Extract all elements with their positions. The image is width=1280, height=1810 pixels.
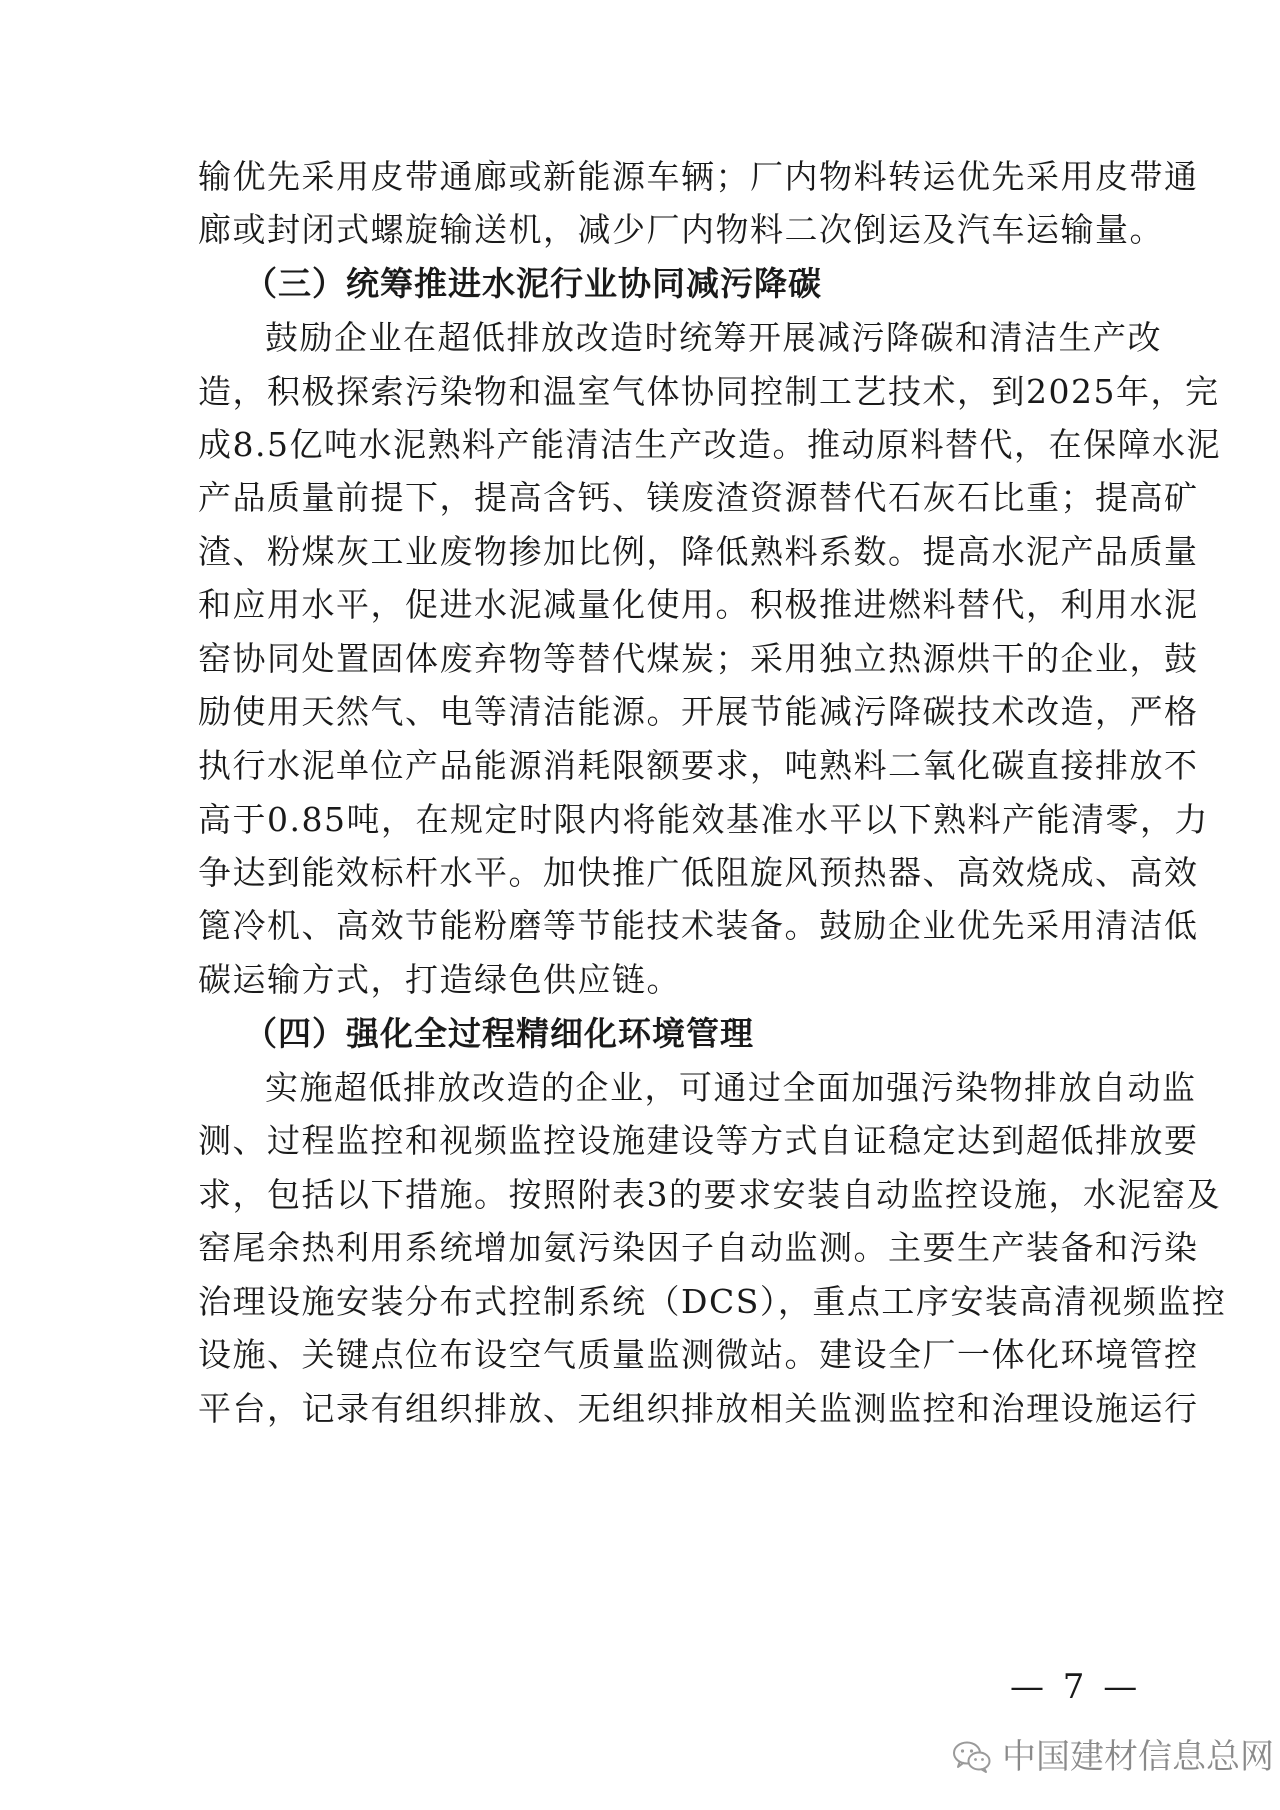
paragraph-line: 成8.5亿吨水泥熟料产能清洁生产改造。推动原料替代，在保障水泥	[198, 425, 1221, 464]
page-number: — 7 —	[1010, 1667, 1142, 1707]
paragraph-line: 篦冷机、高效节能粉磨等节能技术装备。鼓励企业优先采用清洁低	[198, 906, 1199, 945]
paragraph-line: 鼓励企业在超低排放改造时统筹开展减污降碳和清洁生产改	[265, 318, 1162, 357]
watermark	[952, 1735, 1274, 1779]
paragraph-line: 窑协同处置固体废弃物等替代煤炭；采用独立热源烘干的企业，鼓	[198, 639, 1199, 678]
section-heading-4: （四）强化全过程精细化环境管理	[244, 1014, 754, 1053]
paragraph-line: 治理设施安装分布式控制系统（DCS），重点工序安装高清视频监控	[198, 1282, 1227, 1321]
paragraph-line: 和应用水平，促进水泥减量化使用。积极推进燃料替代，利用水泥	[198, 585, 1199, 624]
paragraph-line: 执行水泥单位产品能源消耗限额要求，吨熟料二氧化碳直接排放不	[198, 746, 1199, 785]
paragraph-line: 输优先采用皮带通廊或新能源车辆；厂内物料转运优先采用皮带通	[198, 157, 1199, 196]
paragraph-line: 产品质量前提下，提高含钙、镁废渣资源替代石灰石比重；提高矿	[198, 478, 1199, 517]
paragraph-line: 渣、粉煤灰工业废物掺加比例，降低熟料系数。提高水泥产品质量	[198, 532, 1199, 571]
paragraph-line: 实施超低排放改造的企业，可通过全面加强污染物排放自动监	[265, 1068, 1197, 1107]
paragraph-line: 造，积极探索污染物和温室气体协同控制工艺技术，到2025年，完	[198, 372, 1220, 411]
section-heading-3: （三）统筹推进水泥行业协同减污降碳	[244, 264, 822, 303]
paragraph-line: 测、过程监控和视频监控设施建设等方式自证稳定达到超低排放要	[198, 1121, 1199, 1160]
paragraph-line: 碳运输方式，打造绿色供应链。	[198, 960, 681, 999]
paragraph-line: 窑尾余热利用系统增加氨污染因子自动监测。主要生产装备和污染	[198, 1228, 1199, 1267]
wechat-icon	[952, 1740, 992, 1774]
paragraph-line: 设施、关键点位布设空气质量监测微站。建设全厂一体化环境管控	[198, 1335, 1199, 1374]
paragraph-line: 平台，记录有组织排放、无组织排放相关监测监控和治理设施运行	[198, 1389, 1199, 1428]
watermark-text: 中国建材信息总网	[1002, 1737, 1274, 1777]
paragraph-line: 争达到能效标杆水平。加快推广低阻旋风预热器、高效烧成、高效	[198, 853, 1199, 892]
paragraph-line: 求，包括以下措施。按照附表3的要求安装自动监控设施，水泥窑及	[198, 1175, 1221, 1214]
paragraph-line: 励使用天然气、电等清洁能源。开展节能减污降碳技术改造，严格	[198, 692, 1199, 731]
paragraph-line: 高于0.85吨，在规定时限内将能效基准水平以下熟料产能清零，力	[198, 800, 1209, 839]
paragraph-line: 廊或封闭式螺旋输送机，减少厂内物料二次倒运及汽车运输量。	[198, 210, 1164, 249]
